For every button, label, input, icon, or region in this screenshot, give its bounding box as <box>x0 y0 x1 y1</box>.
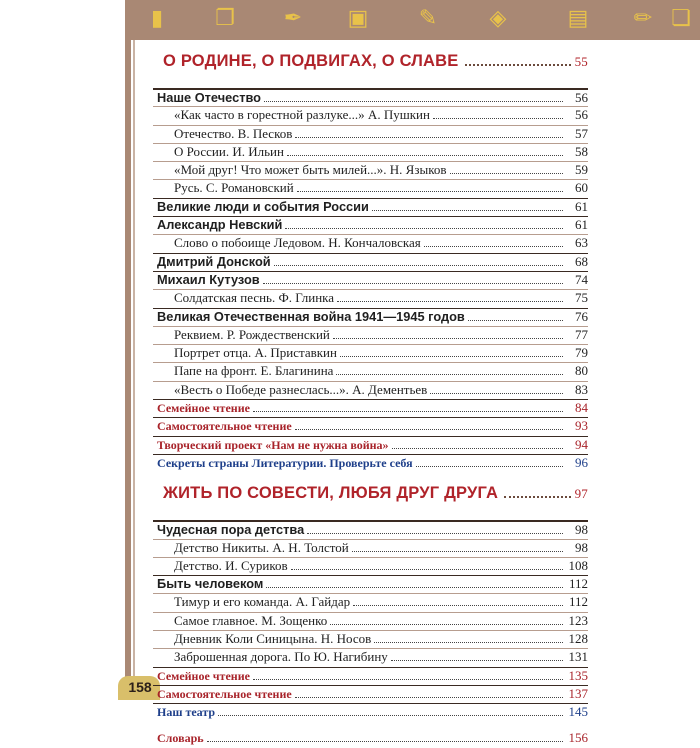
toc-entry-title: Чудесная пора детства <box>157 522 305 538</box>
toc-entry-page: 84 <box>575 400 588 416</box>
toc-entry-title: Творческий проект «Нам не нужна война» <box>157 437 389 452</box>
toc-entry-page: 135 <box>568 667 588 683</box>
page-number: 158 <box>128 679 152 695</box>
toc-entry-page: 74 <box>575 271 588 287</box>
toc-entry-page: 63 <box>575 235 588 251</box>
toc-entry-page: 108 <box>568 557 588 573</box>
dot-leader <box>504 496 570 498</box>
dot-leader <box>424 246 563 247</box>
toc-entry-title: Секреты страны Литературии. Проверьте себя <box>157 455 413 470</box>
book-icon: ▮ <box>150 6 164 31</box>
toc-entry-title: Солдатская песнь. Ф. Глинка <box>174 290 335 306</box>
toc-entry-title: Самое главное. М. Зощенко <box>174 612 328 628</box>
dot-leader <box>285 228 563 229</box>
heading-gap <box>153 510 588 520</box>
dot-leader <box>297 191 563 192</box>
toc-entry[interactable] <box>153 308 588 326</box>
toc-entry-title: Отечество. В. Песков <box>174 125 293 141</box>
toc-entry[interactable] <box>153 381 588 399</box>
toc-entry[interactable] <box>153 161 588 179</box>
toc-entry-title: О России. И. Ильин <box>174 143 284 159</box>
dot-leader <box>391 660 563 661</box>
toc-entry-title: Александр Невский <box>157 217 283 233</box>
toc-entry-page: 75 <box>575 290 588 306</box>
toc-entry-title: Детство. И. Суриков <box>174 557 288 573</box>
toc-entry-page: 57 <box>575 125 588 141</box>
dot-leader <box>353 605 563 606</box>
toc-entry-title: «Весть о Победе разнеслась...». А. Дементьев <box>174 381 428 397</box>
toc-entry[interactable] <box>153 179 588 197</box>
toc-entry-title: Слово о побоище Ледовом. Н. Кончаловская <box>174 235 421 251</box>
toc-entry-page: 131 <box>568 649 588 665</box>
toc-entry-page: 98 <box>575 522 588 538</box>
section-page-number: 97 <box>574 486 588 502</box>
table-of-contents <box>153 52 588 748</box>
dot-leader <box>253 679 563 680</box>
toc-entry[interactable] <box>153 143 588 161</box>
dot-leader <box>287 155 563 156</box>
feather-icon: ✒ <box>283 6 303 31</box>
toc-entry-title: Русь. С. Романовский <box>174 180 294 196</box>
dot-leader <box>430 393 563 394</box>
toc-entry-title: Великие люди и события России <box>157 198 369 214</box>
toc-entry-page: 80 <box>575 363 588 379</box>
toc-entry[interactable] <box>153 730 588 748</box>
toc-entry-page: 76 <box>575 308 588 324</box>
toc-entry[interactable] <box>153 344 588 362</box>
toc-entry-page: 79 <box>575 345 588 361</box>
toc-entry[interactable] <box>153 436 588 454</box>
toc-entry-title: Быть человеком <box>157 576 264 592</box>
dot-leader <box>450 173 564 174</box>
dot-leader <box>374 642 563 643</box>
toc-entry[interactable] <box>153 593 588 611</box>
dot-leader <box>352 551 563 552</box>
section-title: ЖИТЬ ПО СОВЕСТИ, ЛЮБЯ ДРУГ ДРУГА <box>163 484 499 503</box>
toc-entry[interactable] <box>153 326 588 344</box>
toc-entry-page: 68 <box>575 253 588 269</box>
decorative-header-band <box>128 0 700 40</box>
toc-entry[interactable] <box>153 539 588 557</box>
heading-gap <box>153 78 588 88</box>
toc-entry[interactable] <box>153 454 588 472</box>
toc-entry-page: 61 <box>575 217 588 233</box>
toc-entry-title: Дневник Коли Синицына. Н. Носов <box>174 631 372 647</box>
toc-entry[interactable] <box>153 289 588 307</box>
margin-border <box>125 0 131 700</box>
dot-leader <box>295 137 563 138</box>
dot-leader <box>218 715 563 716</box>
section-heading <box>153 484 588 510</box>
toc-entry[interactable] <box>153 703 588 721</box>
toc-entry[interactable] <box>153 362 588 380</box>
toc-entry[interactable] <box>153 125 588 143</box>
toc-entry-page: 123 <box>568 612 588 628</box>
toc-entry[interactable] <box>153 271 588 289</box>
toc-entry-page: 112 <box>568 594 588 610</box>
toc-entry[interactable] <box>153 234 588 252</box>
dot-leader <box>307 533 563 534</box>
dot-leader <box>333 338 563 339</box>
toc-entry-page: 58 <box>575 143 588 159</box>
dot-leader <box>465 64 571 66</box>
dot-leader <box>336 374 563 375</box>
pencil-icon: ✏ <box>633 6 653 31</box>
toc-entry[interactable] <box>153 557 588 575</box>
toc-entry[interactable] <box>153 216 588 234</box>
toc-entry[interactable] <box>153 630 588 648</box>
toc-entry-title: Детство Никиты. А. Н. Толстой <box>174 539 349 555</box>
toc-entry-page: 59 <box>575 162 588 178</box>
open-book-icon: ◈ <box>489 6 507 31</box>
toc-entry-title: Тимур и его команда. А. Гайдар <box>174 594 351 610</box>
toc-entry[interactable] <box>153 575 588 593</box>
letter-a-icon: ▣ <box>347 6 369 31</box>
open-book-icon: ❏ <box>671 6 691 31</box>
dot-leader <box>253 411 563 412</box>
section-gap <box>153 472 588 484</box>
dot-leader <box>392 448 563 449</box>
dot-leader <box>295 697 563 698</box>
section-title: О РОДИНЕ, О ПОДВИГАХ, О СЛАВЕ <box>163 52 459 70</box>
toc-entry-title: Портрет отца. А. Приставкин <box>174 345 337 361</box>
toc-entry-page: 98 <box>575 539 588 555</box>
margin-inner-border <box>133 40 135 700</box>
toc-entry-page: 61 <box>575 198 588 214</box>
toc-entry[interactable] <box>153 198 588 216</box>
toc-entry-title: Реквием. Р. Рождественский <box>174 326 330 342</box>
toc-entry[interactable] <box>153 417 588 435</box>
toc-entry-page: 96 <box>575 454 588 470</box>
toc-entry-title: Михаил Кутузов <box>157 271 260 287</box>
toc-entry-title: Папе на фронт. Е. Благинина <box>174 363 334 379</box>
toc-entry-title: Наш театр <box>157 705 216 720</box>
dot-leader <box>274 265 563 266</box>
toc-entry-page: 83 <box>575 381 588 397</box>
toc-entry[interactable] <box>153 106 588 124</box>
toc-entry[interactable] <box>153 253 588 271</box>
toc-entry-title: Семейное чтение <box>157 401 250 416</box>
toc-entry-title: Самостоятельное чтение <box>157 686 292 701</box>
toc-entry-title: Словарь <box>157 730 204 745</box>
toc-entry-page: 56 <box>575 90 588 105</box>
toc-entry[interactable] <box>153 612 588 630</box>
scroll-icon: ✎ <box>418 6 438 31</box>
toc-entry-title: «Как часто в горестной разлуке...» А. Пушкин <box>174 107 430 123</box>
dot-leader <box>372 210 563 211</box>
open-book-icon: ❐ <box>215 6 235 31</box>
dot-leader <box>416 466 563 467</box>
left-margin <box>0 0 128 700</box>
dot-leader <box>263 283 563 284</box>
toc-entry-title: Заброшенная дорога. По Ю. Нагибину <box>174 649 388 665</box>
toc-entry[interactable] <box>153 520 588 538</box>
toc-entry-title: Наше Отечество <box>157 90 261 105</box>
toc-entry-title: Великая Отечественная война 1941—1945 годов <box>157 308 465 324</box>
toc-entry-page: 137 <box>568 685 588 701</box>
dot-leader <box>340 356 563 357</box>
dot-leader <box>207 741 563 742</box>
toc-entry[interactable] <box>153 648 588 666</box>
dot-leader <box>266 587 563 588</box>
toc-entry-page: 112 <box>568 576 588 592</box>
toc-entry[interactable] <box>153 88 588 106</box>
dot-leader <box>468 320 563 321</box>
dot-leader <box>337 301 563 302</box>
toc-entry[interactable] <box>153 685 588 703</box>
toc-entry-title: Дмитрий Донской <box>157 253 271 269</box>
dot-leader <box>295 429 563 430</box>
section-page-number: 55 <box>574 54 588 69</box>
dot-leader <box>291 569 563 570</box>
toc-entry-page: 128 <box>568 631 588 647</box>
toc-entry-page: 60 <box>575 180 588 196</box>
toc-entry-page: 156 <box>568 729 588 745</box>
toc-entry-page: 56 <box>575 107 588 123</box>
toc-entry-page: 93 <box>575 418 588 434</box>
dot-leader <box>433 118 563 119</box>
dot-leader <box>264 101 563 102</box>
toc-entry-title: Семейное чтение <box>157 668 250 683</box>
toc-entry[interactable] <box>153 399 588 417</box>
toc-entry-page: 77 <box>575 326 588 342</box>
toc-entry-title: «Мой друг! Что может быть милей...». Н. Языков <box>174 162 447 178</box>
section-heading <box>153 52 588 78</box>
letter-b-icon: ▤ <box>567 6 589 31</box>
toc-entry-title: Самостоятельное чтение <box>157 419 292 434</box>
toc-entry-page: 145 <box>568 704 588 720</box>
toc-entry[interactable] <box>153 667 588 685</box>
dot-leader <box>330 624 563 625</box>
toc-entry-page: 94 <box>575 436 588 452</box>
